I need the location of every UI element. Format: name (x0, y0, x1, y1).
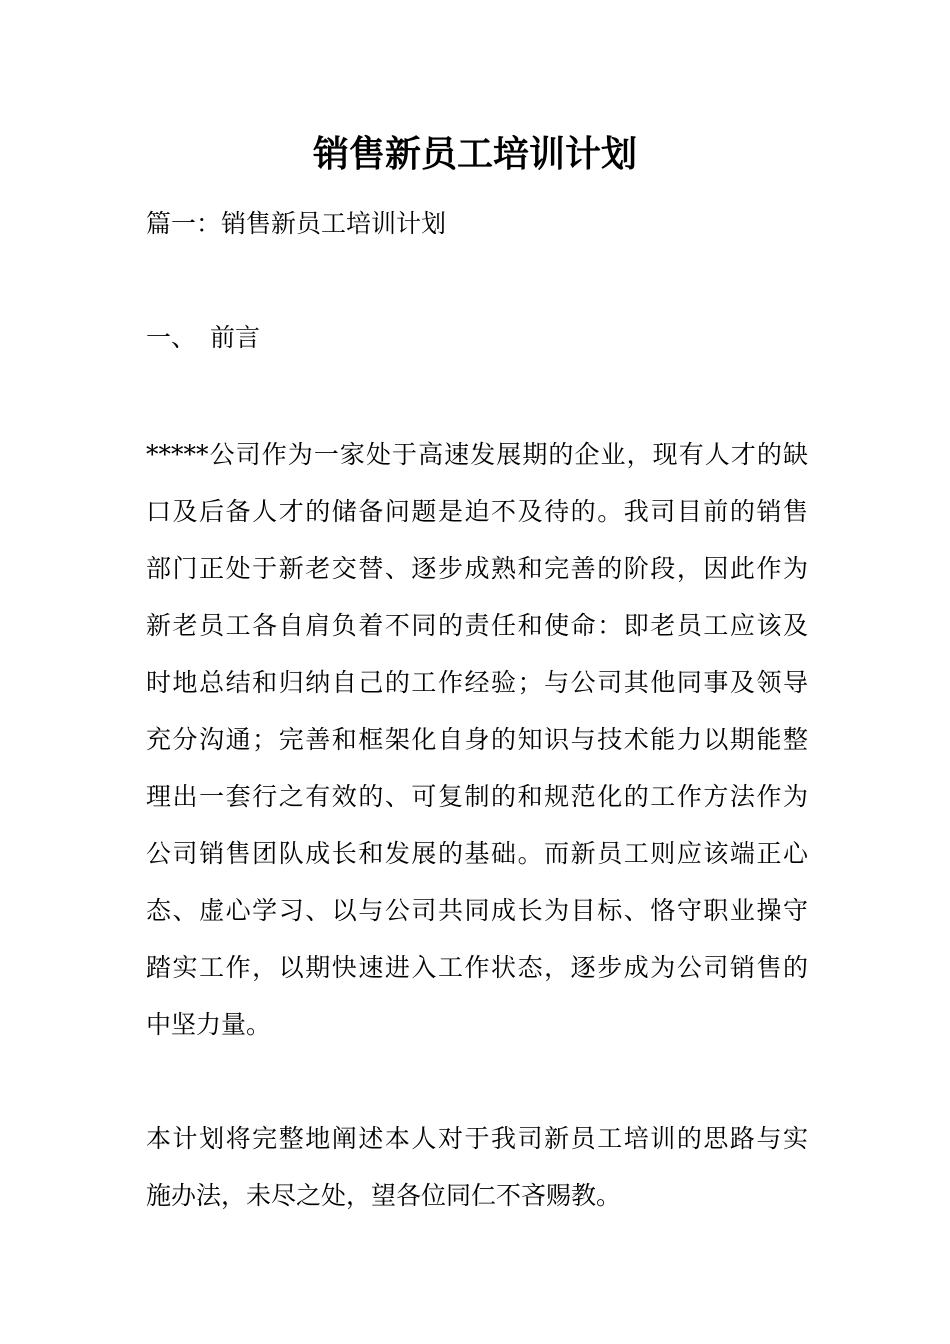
paragraph-line: 本计划将完整地阐述本人对于我司新员工培训的思路与实 (146, 1124, 808, 1153)
paragraph-line: 踏实工作，以期快速进入工作状态，逐步成为公司销售的 (146, 953, 808, 982)
paragraph-line: 时地总结和归纳自己的工作经验；与公司其他同事及领导 (146, 668, 808, 697)
paragraph-line: 中坚力量。 (146, 1010, 272, 1039)
intro-paragraph (146, 426, 808, 1053)
paragraph-line: 公司销售团队成长和发展的基础。而新员工则应该端正心 (146, 839, 808, 868)
document-subtitle: 篇一：销售新员工培训计划 (146, 209, 447, 238)
paragraph-line: 部门正处于新老交替、逐步成熟和完善的阶段，因此作为 (146, 554, 808, 583)
section-heading-text: 前言 (210, 323, 261, 352)
document-title: 销售新员工培训计划 (312, 133, 637, 175)
paragraph-line: 态、虚心学习、以与公司共同成长为目标、恪守职业操守 (146, 896, 808, 925)
paragraph-line: *****公司作为一家处于高速发展期的企业，现有人才的缺 (146, 440, 808, 469)
paragraph-line: 充分沟通；完善和框架化自身的知识与技术能力以期能整 (146, 725, 808, 754)
paragraph-line: 施办法，未尽之处，望各位同仁不吝赐教。 (146, 1181, 622, 1210)
section-heading (146, 320, 260, 356)
paragraph-line: 口及后备人才的储备问题是迫不及待的。我司目前的销售 (146, 497, 808, 526)
paragraph-line: 新老员工各自肩负着不同的责任和使命：即老员工应该及 (146, 611, 808, 640)
section-number: 一、 (146, 323, 197, 352)
plan-paragraph (146, 1110, 808, 1224)
paragraph-line: 理出一套行之有效的、可复制的和规范化的工作方法作为 (146, 782, 808, 811)
